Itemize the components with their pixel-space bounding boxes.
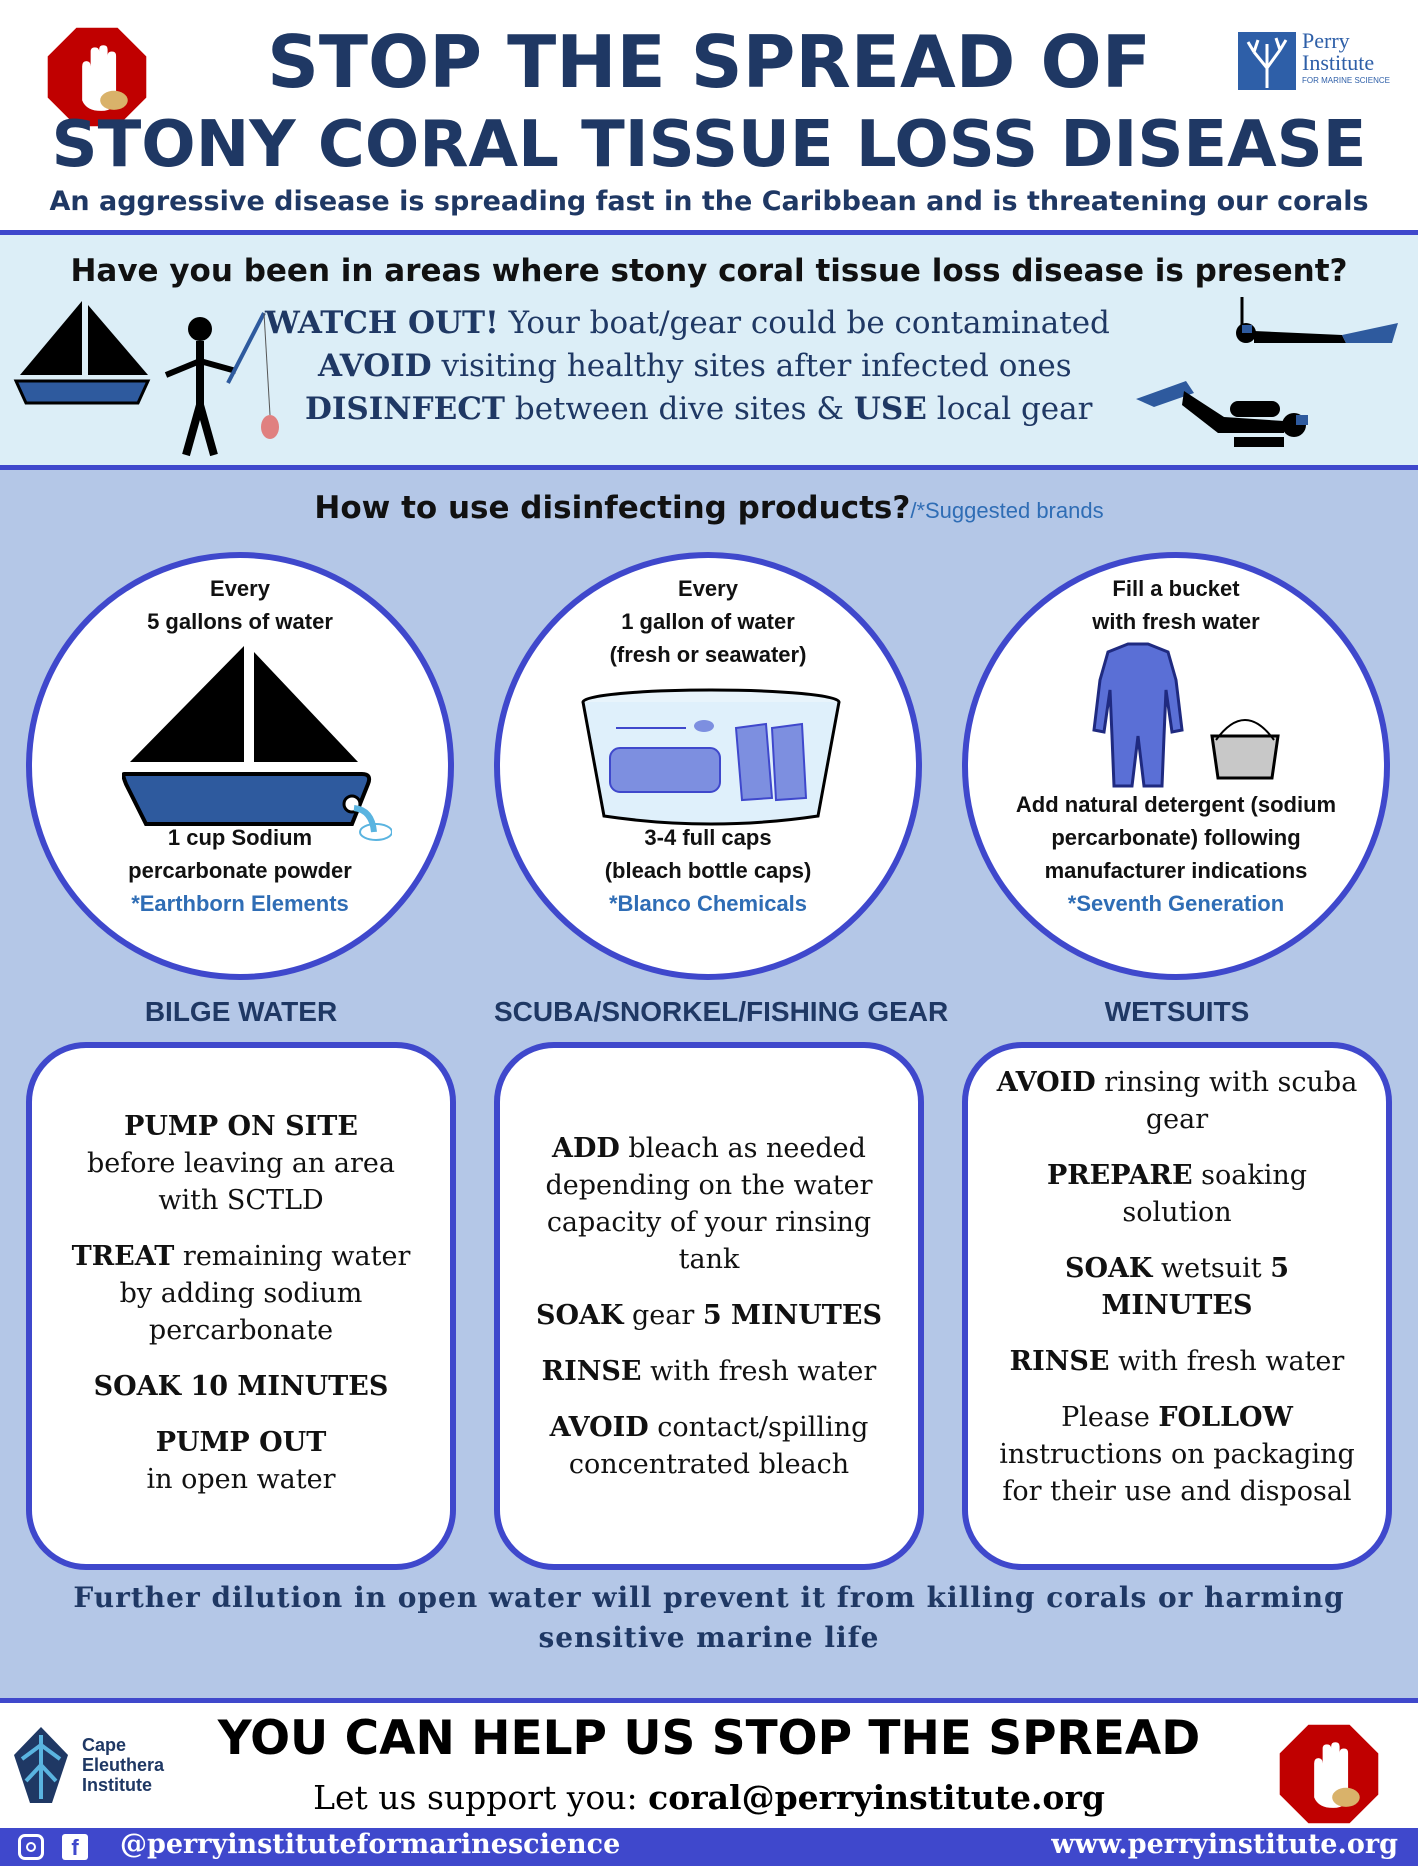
step-text: in open water xyxy=(146,1464,336,1495)
disinfect-label: DISINFECT xyxy=(305,391,505,427)
bilge-circle xyxy=(26,552,454,980)
circle-text: 1 gallon of water xyxy=(621,609,795,634)
step-text: with fresh water xyxy=(1109,1346,1345,1377)
step-keyword: RINSE xyxy=(541,1356,642,1387)
wetsuit-steps xyxy=(962,1064,1392,1529)
wetsuit-step-1 xyxy=(990,1064,1364,1138)
category-scuba-gear: SCUBA/SNORKEL/FISHING GEAR xyxy=(494,996,949,1027)
dilution-line-1: Further dilution in open water will prevent it from killing corals or harming xyxy=(73,1581,1345,1614)
products-section xyxy=(0,470,1418,1698)
bilge-step-3 xyxy=(54,1368,428,1405)
boat-with-pump-icon xyxy=(122,642,392,842)
circle-text: 3-4 full caps xyxy=(644,825,772,850)
step-text: remaining water by adding sodium percarbonate xyxy=(119,1241,411,1346)
wetsuit-step-3 xyxy=(990,1250,1364,1324)
step-text: Please xyxy=(1061,1402,1159,1433)
step-text: rinsing with scuba gear xyxy=(1095,1067,1358,1135)
wetsuit-circle-bottom xyxy=(962,788,1390,920)
header xyxy=(0,0,1418,230)
step-text: with fresh water xyxy=(641,1356,877,1387)
circle-text: 1 cup Sodium xyxy=(167,825,313,850)
local-gear-text: local gear xyxy=(926,391,1093,427)
areas-section xyxy=(0,230,1418,470)
suggested-brands-label: /*Suggested brands xyxy=(910,498,1104,523)
circle-text: percarbonate powder xyxy=(128,858,352,883)
step-keyword: AVOID xyxy=(996,1067,1096,1098)
brand-seventh-generation: *Seventh Generation xyxy=(1067,891,1285,916)
use-label: USE xyxy=(853,391,927,427)
avoid-line xyxy=(318,348,1072,384)
step-keyword: RINSE xyxy=(1009,1346,1110,1377)
social-bar xyxy=(0,1828,1418,1866)
stop-hand-icon xyxy=(1276,1721,1382,1827)
step-keyword: 5 MINUTES xyxy=(1101,1253,1290,1321)
step-keyword: SOAK 10 MINUTES xyxy=(93,1371,389,1402)
products-heading-text: How to use disinfecting products? xyxy=(314,490,911,526)
cei-line-3: Institute xyxy=(82,1775,152,1795)
circle-text: Every xyxy=(678,576,738,601)
disinfect-line xyxy=(305,391,1092,427)
title-line-2: STONY CORAL TISSUE LOSS DISEASE xyxy=(51,108,1367,182)
gear-steps xyxy=(494,1130,924,1502)
brand-blanco: *Blanco Chemicals xyxy=(608,891,808,916)
gear-circle xyxy=(494,552,922,980)
watch-out-label: WATCH OUT! xyxy=(265,305,499,341)
circle-text: 5 gallons of water xyxy=(147,609,333,634)
step-keyword: PREPARE xyxy=(1046,1160,1193,1191)
cei-line-1: Cape xyxy=(82,1735,127,1755)
step-keyword: TREAT xyxy=(71,1241,175,1272)
wetsuit-circle-top xyxy=(962,572,1390,638)
dilution-note xyxy=(0,1578,1418,1658)
wetsuit-step-2 xyxy=(990,1157,1364,1231)
rinsing-tank-icon xyxy=(576,688,846,828)
step-keyword: FOLLOW xyxy=(1158,1402,1293,1433)
title-line-1: STOP THE SPREAD OF xyxy=(267,20,1151,104)
instagram-lens xyxy=(26,1842,36,1852)
step-text: instructions on packaging for their use and disposal xyxy=(999,1439,1355,1507)
wetsuit-step-4 xyxy=(990,1343,1364,1380)
bilge-circle-bottom xyxy=(26,821,454,920)
category-bilge-water: BILGE WATER xyxy=(144,996,338,1027)
step-keyword: AVOID xyxy=(549,1412,649,1443)
gear-step-4 xyxy=(522,1409,896,1483)
avoid-label: AVOID xyxy=(318,348,432,384)
bilge-step-1 xyxy=(54,1108,428,1219)
instagram-icon[interactable] xyxy=(18,1834,44,1860)
bilge-circle-top xyxy=(26,572,454,638)
gear-circle-top xyxy=(494,572,922,671)
social-handle[interactable]: @perryinstituteformarinescience xyxy=(120,1829,621,1860)
areas-question: Have you been in areas where stony coral tissue loss disease is present? xyxy=(70,253,1348,289)
bilge-step-2 xyxy=(54,1238,428,1349)
step-text: contact/spilling concentrated bleach xyxy=(568,1412,869,1480)
facebook-icon[interactable]: f xyxy=(62,1834,88,1860)
circle-text: manufacturer indications xyxy=(1044,858,1308,883)
watch-out-line xyxy=(265,305,1110,341)
dilution-line-2: sensitive marine life xyxy=(538,1621,880,1654)
subtitle: An aggressive disease is spreading fast in the Caribbean and is threatening our corals xyxy=(49,186,1369,217)
category-wetsuits: WETSUITS xyxy=(1104,996,1250,1027)
perry-institute-logo xyxy=(1238,30,1398,94)
circle-text: percarbonate) following xyxy=(1051,825,1301,850)
circle-text: (fresh or seawater) xyxy=(609,642,807,667)
bilge-steps xyxy=(26,1108,456,1517)
wetsuit-circle xyxy=(962,552,1390,980)
footer-headline: YOU CAN HELP US STOP THE SPREAD xyxy=(217,1711,1201,1766)
wetsuit-step-5 xyxy=(990,1399,1364,1510)
cei-line-2: Eleuthera xyxy=(82,1755,165,1775)
step-keyword: SOAK xyxy=(1064,1253,1153,1284)
logo-for-marine-science: FOR MARINE SCIENCE xyxy=(1302,76,1391,85)
logo-perry: Perry xyxy=(1302,28,1350,53)
step-keyword: 5 MINUTES xyxy=(702,1300,882,1331)
sailboat-icon xyxy=(12,297,152,407)
step-keyword: ADD xyxy=(552,1133,620,1164)
gear-step-2 xyxy=(522,1297,896,1334)
step-text: soaking solution xyxy=(1122,1160,1308,1228)
logo-institute: Institute xyxy=(1302,50,1375,75)
step-text: bleach as needed depending on the water capacity of your rinsing tank xyxy=(545,1133,873,1275)
bilge-step-4 xyxy=(54,1424,428,1498)
circle-text: (bleach bottle caps) xyxy=(604,858,812,883)
watch-out-text: Your boat/gear could be contaminated xyxy=(498,305,1110,341)
circle-text: Fill a bucket xyxy=(1112,576,1240,601)
brand-earthborn: *Earthborn Elements xyxy=(131,891,349,916)
disinfect-text: between dive sites & xyxy=(505,391,854,427)
avoid-text: visiting healthy sites after infected ones xyxy=(431,348,1072,384)
gear-step-1 xyxy=(522,1130,896,1278)
snorkeler-icon xyxy=(1222,295,1402,365)
step-text: before leaving an area with SCTLD xyxy=(87,1148,395,1216)
step-text: wetsuit xyxy=(1152,1253,1271,1284)
step-keyword: PUMP ON SITE xyxy=(124,1111,358,1142)
gear-step-3 xyxy=(522,1353,896,1390)
bilge-instructions-card xyxy=(26,1042,456,1570)
circle-text: with fresh water xyxy=(1092,609,1260,634)
scuba-diver-icon xyxy=(1134,377,1318,453)
gear-circle-bottom xyxy=(494,821,922,920)
step-keyword: SOAK xyxy=(536,1300,624,1331)
step-text: gear xyxy=(623,1300,703,1331)
support-email-link[interactable]: coral@perryinstitute.org xyxy=(648,1778,1105,1817)
wetsuit-instructions-card xyxy=(962,1042,1392,1570)
step-keyword: PUMP OUT xyxy=(155,1427,327,1458)
products-heading xyxy=(0,490,1418,526)
circle-text: Add natural detergent (sodium xyxy=(1015,792,1337,817)
support-line xyxy=(0,1778,1418,1817)
circle-text: Every xyxy=(210,576,270,601)
website-link[interactable]: www.perryinstitute.org xyxy=(1051,1829,1398,1860)
wetsuit-bucket-icon xyxy=(1078,640,1298,790)
gear-instructions-card xyxy=(494,1042,924,1570)
footer xyxy=(0,1698,1418,1866)
support-text: Let us support you: xyxy=(313,1778,649,1817)
coral-logo-icon xyxy=(1238,32,1296,90)
